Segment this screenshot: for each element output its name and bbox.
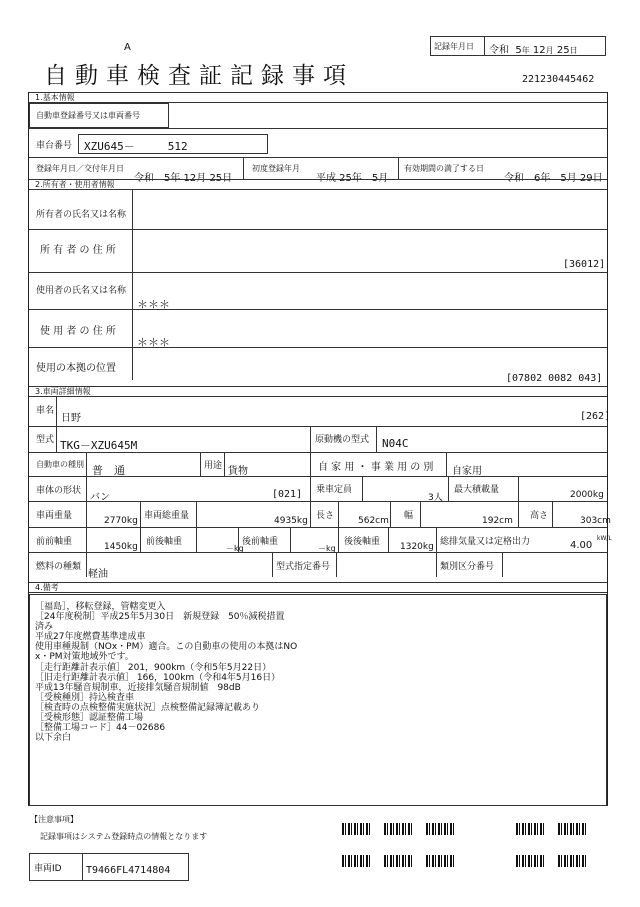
width-value: 192cm (482, 516, 513, 526)
user-address-label: 使 用 者 の 住 所 (40, 326, 116, 337)
vehicle-weight-value: 2770kg (104, 516, 138, 526)
remarks-list (35, 602, 297, 743)
remark-line: ［整備工場コード］44－02686 (35, 723, 166, 734)
length-value: 562cm (358, 516, 389, 526)
owner-name-label: 所有者の氏名又は名称 (36, 210, 127, 220)
max-load-label: 最大積載量 (454, 485, 500, 495)
body-shape-code: [021] (272, 489, 303, 500)
height-value: 303cm (580, 516, 611, 526)
remark-line: ［検査時の点検整備実施状況］点検整備記録簿記載あり (35, 702, 261, 713)
base-location-label: 使用の本拠の位置 (36, 363, 116, 374)
remark-line: ［旧走行距離計表示値］ 166，100km（令和4年5月16日） (35, 672, 281, 683)
rear-rear-axle-value: 1320kg (400, 542, 434, 552)
owner-address-code: [36012] (563, 259, 606, 270)
section-owner-info: 2.所有者・使用者情報 (29, 179, 607, 190)
front-front-axle-label: 前前軸重 (36, 537, 73, 547)
body-shape-label: 車体の形状 (36, 486, 82, 496)
owner-address-label: 所 有 者 の 住 所 (40, 245, 116, 256)
expiry-date-label: 有効期間の満了する日 (404, 164, 484, 173)
remark-line: 平成27年度燃費基準達成車 (35, 632, 146, 643)
record-date-value: 令和 5年 12月 25日 (489, 45, 578, 56)
remark-line: 済み (35, 622, 54, 633)
gross-weight-label: 車両総重量 (144, 511, 190, 521)
remark-line: ［福島］，移転登録，管轄変更入 (35, 602, 166, 612)
vehicle-kind-value: 普 通 (92, 464, 125, 477)
first-registration-label: 初度登録年月 (252, 164, 300, 173)
front-front-axle-value: 1450kg (104, 542, 138, 552)
chassis-number-label: 車台番号 (36, 141, 73, 151)
registration-date-label: 登録年月日／交付年月日 (36, 164, 124, 173)
maker-code: [262] (580, 411, 611, 422)
front-rear-axle-label: 前後軸重 (146, 537, 183, 547)
remark-line: 使用車種規制（NOx・PM）適合。この自動車の使用の本拠はNO (35, 642, 298, 653)
vehicle-kind-label: 自動車の種別 (36, 460, 84, 469)
barcode-icon (516, 855, 546, 867)
engine-model-value: N04C (382, 437, 409, 450)
barcode-icon (342, 823, 372, 835)
rear-rear-axle-label: 後後軸重 (344, 537, 381, 547)
vehicle-id-value: T9466FL4714804 (86, 865, 171, 876)
fuel-type-label: 燃料の種類 (36, 562, 82, 572)
record-date-label: 記録年月日 (434, 42, 474, 51)
gross-weight-value: 4935kg (274, 516, 308, 526)
length-label: 長さ (316, 511, 335, 521)
expiry-date-value: 令和 6年 5月 29日 (504, 173, 603, 184)
section-vehicle-details: 3.車両詳細情報 (29, 386, 607, 397)
private-business-value: 自家用 (452, 466, 482, 477)
category-number-label: 類別区分番号 (440, 562, 495, 572)
user-name-value: ＊＊＊ (137, 298, 170, 311)
section-basic-info: 1.基本情報 (29, 92, 607, 103)
barcode-icon (384, 855, 414, 867)
engine-model-label: 原動機の型式 (315, 435, 370, 445)
document-number: 221230445462 (522, 74, 595, 85)
capacity-label: 乗車定員 (316, 485, 353, 495)
barcode-icon (516, 823, 546, 835)
height-label: 高さ (530, 511, 549, 521)
barcode-icon (426, 823, 456, 835)
remark-line: ［受検種別］持込検査車 (35, 692, 135, 703)
registration-date-value: 令和 5年 12月 25日 (134, 173, 233, 184)
fuel-type-value: 軽油 (88, 569, 108, 580)
use-label: 用途 (204, 461, 223, 471)
max-load-value: 2000kg (570, 490, 604, 500)
section-remarks: 4.備考 (29, 582, 607, 593)
displacement-unit: kW/L (597, 535, 612, 542)
page-title: 自動車検査証記録事項 (44, 63, 354, 89)
rear-front-axle-value: －kg (318, 544, 336, 553)
model-label: 型式 (36, 435, 55, 445)
remark-line: ［24年度税制］平成25年5月30日 新規登録 50％減税措置 (35, 612, 285, 623)
displacement-value: 4.00 (570, 540, 593, 551)
maker-label: 車名 (36, 406, 55, 416)
private-business-label: 自 家 用 ・ 事 業 用 の 別 (318, 462, 434, 473)
model-value: TKG－XZU645M (60, 439, 138, 452)
vehicle-id-label: 車両ID (34, 864, 62, 874)
type-designation-label: 型式指定番号 (276, 562, 331, 572)
use-value: 貨物 (228, 466, 248, 477)
remark-line: x・PM対策地域外です。 (35, 652, 134, 663)
barcode-icon (342, 855, 372, 867)
capacity-value: 3人 (428, 493, 443, 503)
chassis-number-value: XZU645－ 512 (84, 140, 188, 153)
front-rear-axle-value: －kg (226, 544, 244, 553)
barcode-icon (384, 823, 414, 835)
notes-text: 記録事項はシステム登録時点の情報となります (40, 832, 208, 841)
form-mark: A (124, 42, 131, 53)
barcode-icon (558, 855, 588, 867)
user-name-label: 使用者の氏名又は名称 (36, 286, 127, 296)
displacement-label: 総排気量又は定格出力 (440, 537, 531, 547)
remark-line: ［受検形態］認証整備工場 (35, 713, 144, 724)
notes-label: 【注意事項】 (30, 815, 78, 824)
base-location-code: [07802 0082 043] (506, 373, 603, 384)
barcode-icon (426, 855, 456, 867)
rear-front-axle-label: 後前軸重 (242, 537, 279, 547)
remark-line: ［走行距離計表示値］ 201，900km（令和5年5月22日） (35, 662, 272, 673)
maker-value: 日野 (61, 413, 81, 424)
body-shape-value: バン (90, 492, 110, 503)
remark-line: 平成13年騒音規制車，近接排気騒音規制値 98dB (35, 682, 241, 693)
remark-line: 以下余白 (35, 733, 72, 744)
user-address-value: ＊＊＊ (137, 336, 170, 349)
registration-number-label: 自動車登録番号又は車両番号 (36, 111, 140, 120)
width-label: 幅 (404, 511, 414, 521)
barcode-icon (558, 823, 588, 835)
first-registration-value: 平成 25年 5月 (316, 173, 389, 184)
vehicle-weight-label: 車両重量 (36, 511, 73, 521)
